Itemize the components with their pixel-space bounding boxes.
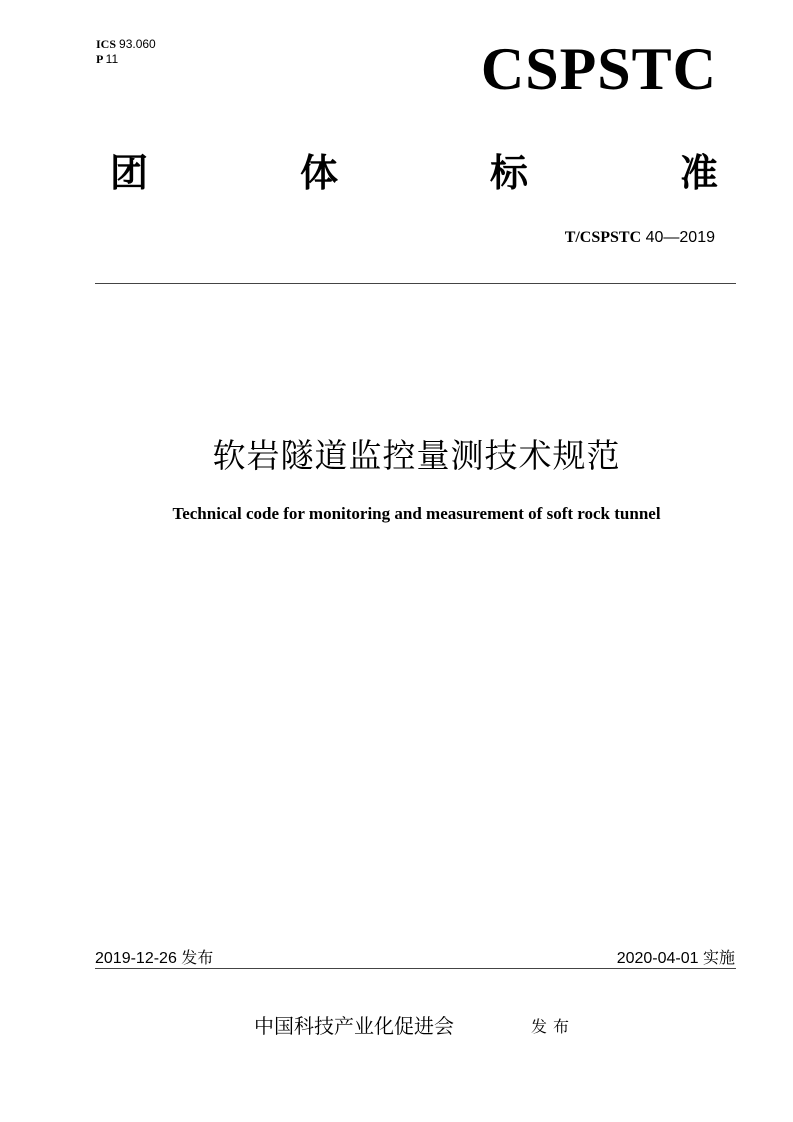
ics-classification [96, 37, 156, 67]
standard-type-char: 体 [300, 153, 339, 195]
effective-date: 2020-04-01 实施 [616, 950, 735, 967]
p-value: 11 [105, 52, 119, 66]
top-divider [95, 283, 736, 284]
ics-value: 93.060 [119, 37, 156, 51]
standard-type-char: 准 [680, 153, 719, 195]
ics-label: ICS [96, 37, 117, 51]
standard-type-char: 标 [490, 153, 529, 195]
title-chinese: 软岩隧道监控量测技术规范 [212, 437, 621, 474]
standard-code-prefix: T/CSPSTC [564, 229, 642, 246]
issue-label: 发布 [531, 1019, 576, 1036]
cspstc-logo: CSPSTC [480, 36, 717, 102]
title-english: Technical code for monitoring and measurement of soft rock tunnel [172, 504, 661, 523]
standard-code-number: 40—2019 [645, 229, 715, 246]
bottom-divider [95, 968, 736, 969]
publish-date: 2019-12-26 发布 [95, 950, 214, 967]
issuer: 中国科技产业化促进会 [254, 1016, 454, 1038]
standard-type-char: 团 [110, 153, 149, 195]
standard-code [565, 229, 715, 247]
p-label: P [96, 52, 103, 66]
